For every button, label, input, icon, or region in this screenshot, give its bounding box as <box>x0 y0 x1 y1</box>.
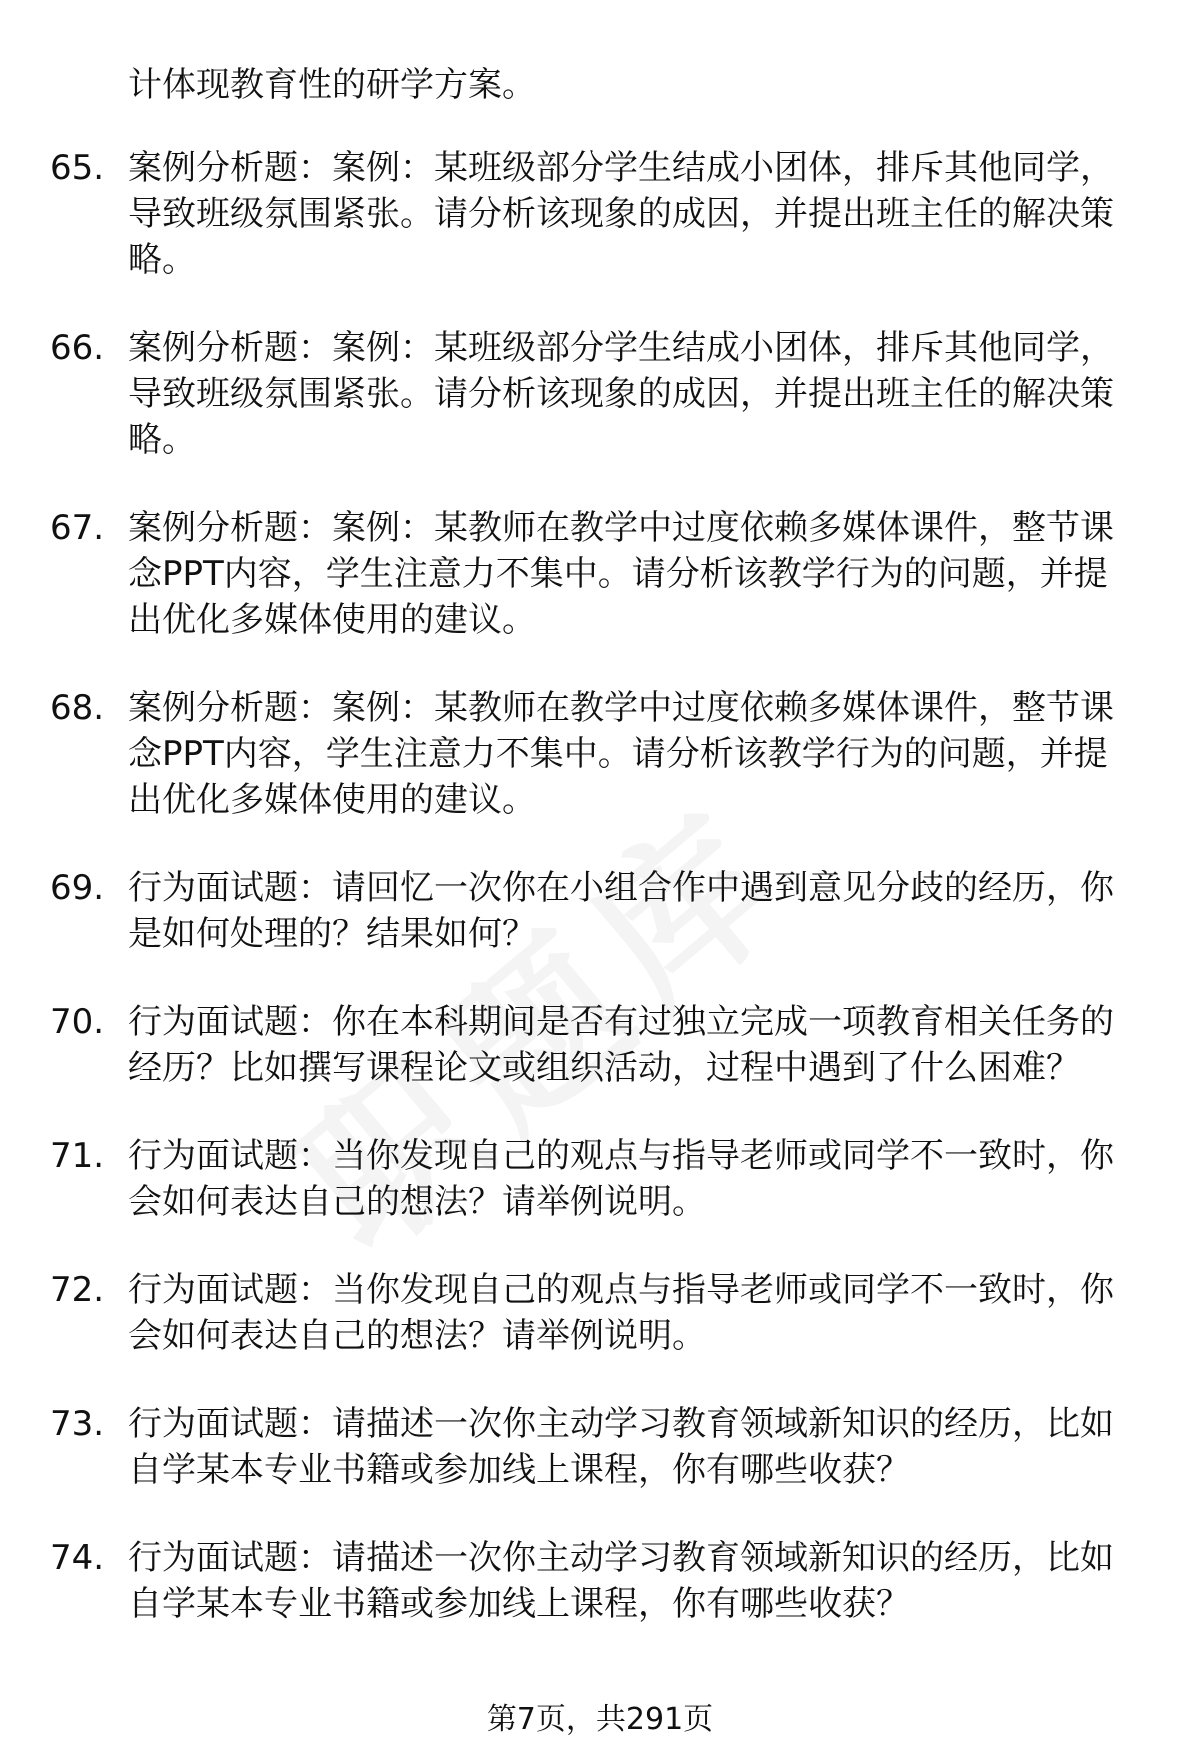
question-number: 67. <box>50 508 105 548</box>
question-text: 案例分析题：案例：某班级部分学生结成小团体，排斥其他同学，导致班级氛围紧张。请分析该现象的成因，并提出班主任的解决策略。 <box>128 148 1114 280</box>
question-number: 70. <box>50 1002 105 1042</box>
question-number: 66. <box>50 328 105 368</box>
question-item <box>0 865 1200 957</box>
question-text: 行为面试题：请描述一次你主动学习教育领域新知识的经历，比如自学某本专业书籍或参加线上课程，你有哪些收获？ <box>128 1538 1114 1624</box>
question-text: 案例分析题：案例：某教师在教学中过度依赖多媒体课件，整节课念PPT内容，学生注意力不集中。请分析该教学行为的问题，并提出优化多媒体使用的建议。 <box>128 508 1114 640</box>
question-number: 65. <box>50 148 105 188</box>
question-item <box>0 1535 1200 1627</box>
question-list <box>0 145 1200 1669</box>
question-text: 案例分析题：案例：某教师在教学中过度依赖多媒体课件，整节课念PPT内容，学生注意力不集中。请分析该教学行为的问题，并提出优化多媒体使用的建议。 <box>128 688 1114 820</box>
question-number: 73. <box>50 1404 105 1444</box>
question-item <box>0 1401 1200 1493</box>
question-item <box>0 325 1200 463</box>
question-text: 行为面试题：当你发现自己的观点与指导老师或同学不一致时，你会如何表达自己的想法？请举例说明。 <box>128 1270 1114 1356</box>
question-item <box>0 505 1200 643</box>
question-item <box>0 1267 1200 1359</box>
question-number: 68. <box>50 688 105 728</box>
question-item <box>0 999 1200 1091</box>
continuation-text: 计体现教育性的研学方案。 <box>128 65 536 105</box>
question-text: 行为面试题：请描述一次你主动学习教育领域新知识的经历，比如自学某本专业书籍或参加线上课程，你有哪些收获？ <box>128 1404 1114 1490</box>
question-number: 74. <box>50 1538 105 1578</box>
question-number: 72. <box>50 1270 105 1310</box>
question-text: 行为面试题：请回忆一次你在小组合作中遇到意见分歧的经历，你是如何处理的？结果如何？ <box>128 868 1114 954</box>
question-item <box>0 145 1200 283</box>
question-item <box>0 685 1200 823</box>
question-number: 69. <box>50 868 105 908</box>
question-item <box>0 1133 1200 1225</box>
question-number: 71. <box>50 1136 105 1176</box>
question-text: 行为面试题：你在本科期间是否有过独立完成一项教育相关任务的经历？比如撰写课程论文或组织活动，过程中遇到了什么困难？ <box>128 1002 1114 1088</box>
page-footer: 第7页，共291页 <box>486 1702 714 1737</box>
question-text: 案例分析题：案例：某班级部分学生结成小团体，排斥其他同学，导致班级氛围紧张。请分析该现象的成因，并提出班主任的解决策略。 <box>128 328 1114 460</box>
question-text: 行为面试题：当你发现自己的观点与指导老师或同学不一致时，你会如何表达自己的想法？请举例说明。 <box>128 1136 1114 1222</box>
